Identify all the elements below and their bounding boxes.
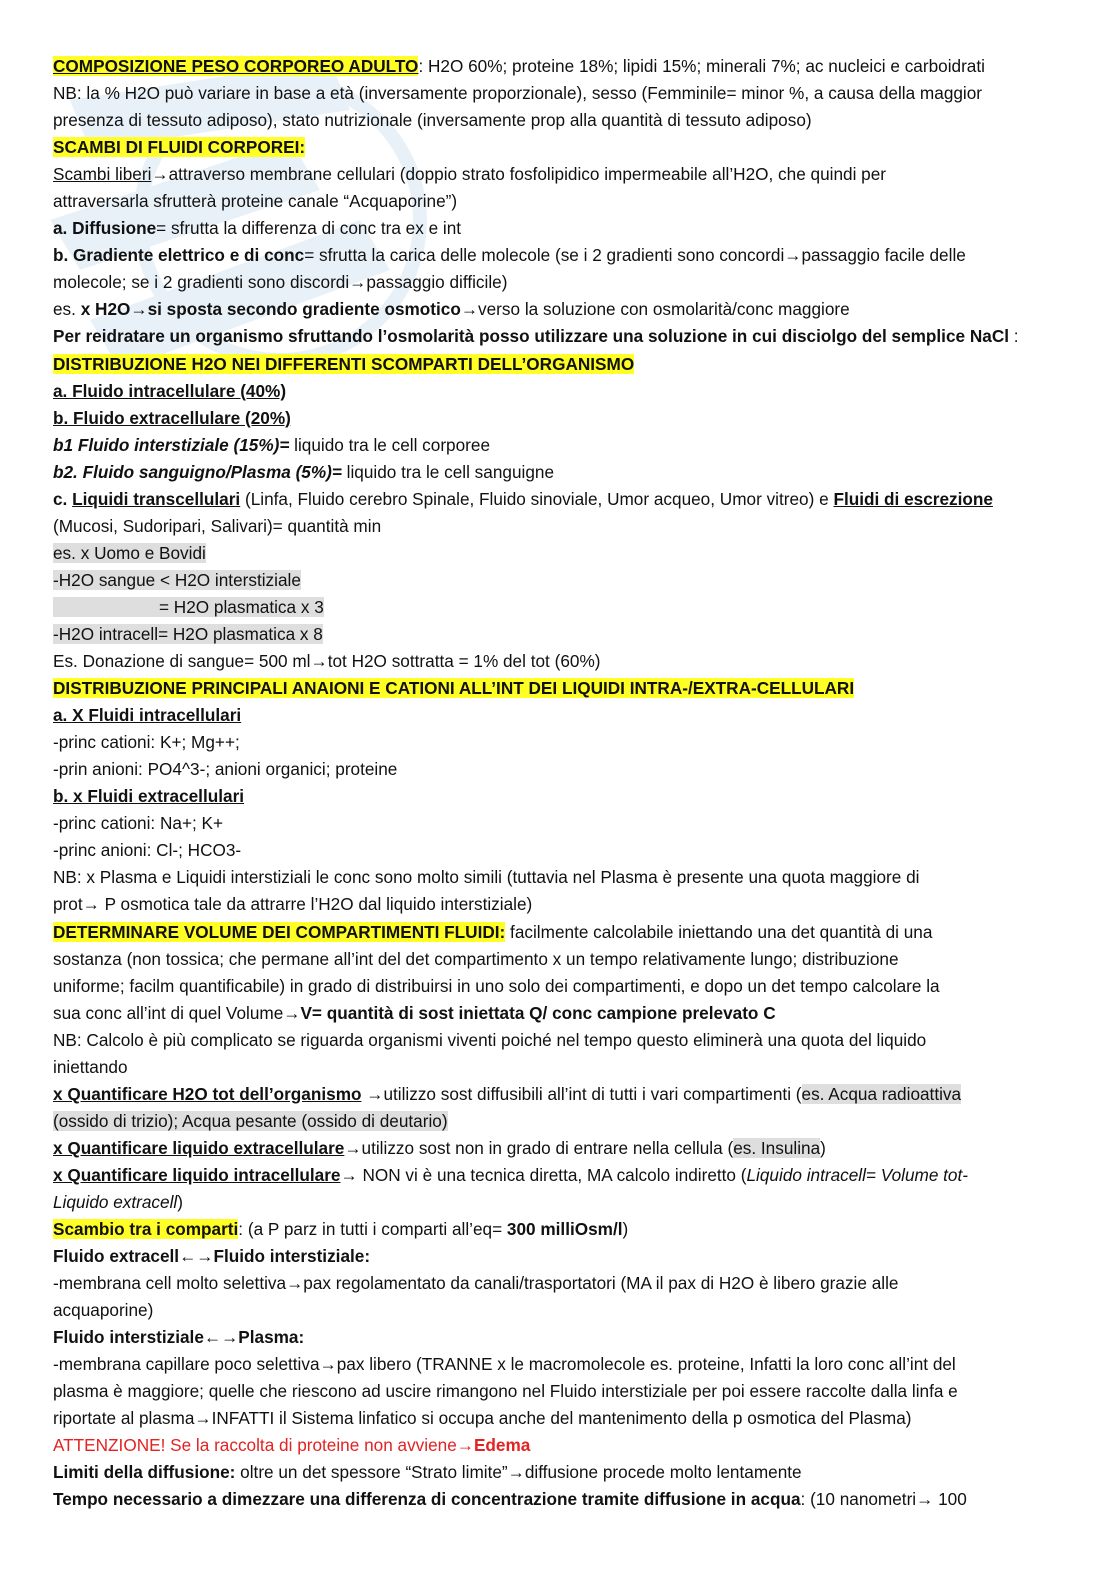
line-membrana-cell: -membrana cell molto selettiva→pax regolamentato da canali/trasportatori (MA il pax di H2O è libero grazie alle (53, 1273, 899, 1294)
line-fluidi-intracellulari: a. X Fluidi intracellulari (53, 705, 242, 726)
line-attenzione: ATTENZIONE! Se la raccolta di proteine non avviene→Edema (53, 1435, 531, 1456)
line-liquidi-transcellulari: c. Liquidi transcellulari (Linfa, Fluido cerebro Spinale, Fluido sinoviale, Umor acqueo, Umor vitreo) e Fluidi di escrezione (53, 488, 993, 509)
paragraph-nb-h2o: NB: la % H2O può variare in base a età (inversamente proporzionale), sesso (Femminile= minor %, a causa della maggior (53, 83, 983, 104)
line-quantificare-h2o-cont: (ossido di trizio); Acqua pesante (ossido di deutario) (53, 1110, 448, 1131)
paragraph-nb-h2o-cont: presenza di tessuto adiposo), stato nutrizionale (inversamente prop alla quantità di tessuto adiposo) (53, 110, 812, 131)
line-tempo: Tempo necessario a dimezzare una differenza di concentrazione tramite diffusione in acqua: (10 nanometri→ 100 (53, 1489, 967, 1510)
line-fluido-extracellulare: b. Fluido extracellulare (20%) (53, 407, 291, 428)
line-intra-anioni: -prin anioni: PO4^3-; anioni organici; proteine (53, 759, 398, 780)
arrow-icon: → (310, 651, 328, 672)
arrow-icon: → (286, 1273, 304, 1294)
line-scambio-comparti: Scambio tra i comparti: (a P parz in tutti i comparti all’eq= 300 milliOsm/l) (53, 1219, 629, 1240)
line-fluido-intracellulare: a. Fluido intracellulare (40%) (53, 380, 287, 401)
heading-anioni-cationi: DISTRIBUZIONE PRINCIPALI ANAIONI E CATIONI ALL’INT DEI LIQUIDI INTRA-/EXTRA-CELLULARI (53, 678, 855, 699)
line-h2o-plasmatica-x3: = H2O plasmatica x 3 (53, 597, 324, 617)
line-scambi-liberi-cont: attraversarla sfrutterà proteine canale “Acquaporine”) (53, 191, 458, 212)
line-nb-plasma-cont: prot→ P osmotica tale da attrarre l’H2O dal liquido interstiziale) (53, 894, 533, 915)
line-gradiente-cont: molecole; se i 2 gradienti sono discordi→passaggio difficile) (53, 272, 508, 293)
line-scambi (53, 134, 1065, 161)
line-nb-calcolo-cont: iniettando (53, 1056, 128, 1077)
line-es-uomo: es. x Uomo e Bovidi (53, 542, 206, 563)
line-b2: b2. Fluido sanguigno/Plasma (5%)= liquido tra le cell sanguigne (53, 461, 555, 482)
heading-scambio-comparti: Scambio tra i comparti (53, 1219, 239, 1240)
heading-determinare-volume: DETERMINARE VOLUME DEI COMPARTIMENTI FLUIDI: (53, 921, 506, 942)
arrow-icon: → (349, 272, 367, 293)
double-arrow-icon: ←→ (179, 1246, 214, 1267)
line-anioni-cationi (53, 675, 1065, 702)
line-h2o-intracell: -H2O intracell= H2O plasmatica x 8 (53, 623, 323, 644)
line-diffusione: a. Diffusione= sfrutta la differenza di conc tra ex e int (53, 218, 462, 239)
line-quantificare-extra: x Quantificare liquido extracellulare→utilizzo sost non in grado di entrare nella cellula (es. Insulina) (53, 1137, 826, 1158)
heading-scambi-fluidi: SCAMBI DI FLUIDI CORPOREI: (53, 137, 306, 158)
document-page (53, 53, 1065, 1514)
line-distribuzione (53, 351, 1065, 378)
line-h2o-sangue: -H2O sangue < H2O interstiziale (53, 569, 301, 590)
line-determinare-2: sostanza (non tossica; che permane all’int del det compartimento x un tempo relativamente lungo; distribuzione (53, 948, 899, 969)
line-composizione: COMPOSIZIONE PESO CORPOREO ADULTO: H2O 60%; proteine 18%; lipidi 15%; minerali 7%; ac nucleici e carboidrati (53, 56, 985, 76)
line-nb-calcolo: NB: Calcolo è più complicato se riguarda organismi viventi poiché nel tempo questo eliminerà una quota del liquido (53, 1029, 927, 1050)
line-determinare: DETERMINARE VOLUME DEI COMPARTIMENTI FLUIDI: facilmente calcolabile iniettando una det quantità di una (53, 921, 933, 942)
line-liquidi-transcellulari-cont: (Mucosi, Sudoripari, Salivari)= quantità min (53, 515, 382, 536)
line-quantificare-intra-cont: Liquido extracell) (53, 1191, 183, 1212)
double-arrow-icon: ←→ (203, 1327, 239, 1348)
line-interstiziale-plasma: Fluido interstiziale←→Plasma: (53, 1327, 305, 1348)
arrow-icon: → (82, 894, 100, 915)
arrow-icon: → (507, 1462, 525, 1483)
line-membrana-capillare: -membrana capillare poco selettiva→pax libero (TRANNE x le macromolecole es. proteine, Infatti la loro conc all’int del (53, 1354, 956, 1375)
line-membrana-capillare-3: riportate al plasma→INFATTI il Sistema linfatico si occupa anche del mantenimento della p osmotica del Plasma) (53, 1408, 912, 1429)
arrow-icon: → (366, 1083, 384, 1104)
arrow-icon: → (916, 1489, 934, 1510)
line-quantificare-h2o: x Quantificare H2O tot dell’organismo →utilizzo sost diffusibili all’int di tutti i vari compartimenti (es. Acqua radioattiva (53, 1083, 962, 1104)
arrow-icon: → (319, 1354, 337, 1375)
arrow-icon: → (344, 1137, 362, 1158)
line-donazione: Es. Donazione di sangue= 500 ml→tot H2O sottratta = 1% del tot (60%) (53, 651, 601, 672)
line-determinare-4: sua conc all’int di quel Volume→V= quantità di sost iniettata Q/ conc campione prelevato C (53, 1002, 776, 1023)
arrow-icon: → (460, 299, 479, 320)
line-intra-cationi: -princ cationi: K+; Mg++; (53, 732, 240, 753)
line-gradiente: b. Gradiente elettrico e di conc= sfrutta la carica delle molecole (se i 2 gradienti sono concordi→passaggio facile delle (53, 245, 966, 266)
line-fluidi-extracellulari: b. x Fluidi extracellulari (53, 786, 245, 807)
line-membrana-capillare-2: plasma è maggiore; quelle che riescono ad uscire rimangono nel Fluido interstiziale per poi essere raccolte dalla linfa e (53, 1381, 958, 1402)
line-determinare-3: uniforme; facilm quantificabile) in grado di distribuirsi in uno solo dei compartimenti, e dopo un det tempo calcolare la (53, 975, 940, 996)
arrow-icon: → (340, 1164, 358, 1185)
arrow-icon: → (456, 1435, 474, 1456)
line-nb-plasma: NB: x Plasma e Liquidi interstiziali le conc sono molto simili (tuttavia nel Plasma è presente una quota maggiore di (53, 867, 920, 888)
arrow-icon: → (151, 164, 169, 185)
line-membrana-cell-cont: acquaporine) (53, 1300, 154, 1321)
heading-distribuzione-h2o: DISTRIBUZIONE H2O NEI DIFFERENTI SCOMPARTI DELL’ORGANISMO (53, 353, 635, 374)
line-extra-cationi: -princ cationi: Na+; K+ (53, 813, 224, 834)
arrow-icon: → (130, 299, 148, 320)
arrow-icon: → (784, 245, 802, 266)
arrow-icon: → (194, 1408, 212, 1429)
line-es-h2o: es. x H2O→si sposta secondo gradiente osmotico→verso la soluzione con osmolarità/conc maggiore (53, 299, 850, 320)
heading-composizione: COMPOSIZIONE PESO CORPOREO ADULTO (53, 56, 419, 76)
arrow-icon: → (283, 1002, 301, 1023)
line-quantificare-intra: x Quantificare liquido intracellulare→ NON vi è una tecnica diretta, MA calcolo indiretto (Liquido intracell= Volume tot- (53, 1164, 968, 1185)
line-limiti: Limiti della diffusione: oltre un det spessore “Strato limite”→diffusione procede molto lentamente (53, 1462, 802, 1483)
line-reidratare: Per reidratare un organismo sfruttando l’osmolarità posso utilizzare una soluzione in cui disciolgo del semplice NaCl : (53, 326, 1019, 347)
line-extra-anioni: -princ anioni: Cl-; HCO3- (53, 840, 242, 861)
line-scambi-liberi: Scambi liberi→attraverso membrane cellulari (doppio strato fosfolipidico impermeabile all’H2O, che quindi per (53, 164, 887, 185)
line-b1: b1 Fluido interstiziale (15%)= liquido tra le cell corporee (53, 434, 491, 455)
line-extracell-interstiziale: Fluido extracell←→Fluido interstiziale: (53, 1246, 371, 1267)
